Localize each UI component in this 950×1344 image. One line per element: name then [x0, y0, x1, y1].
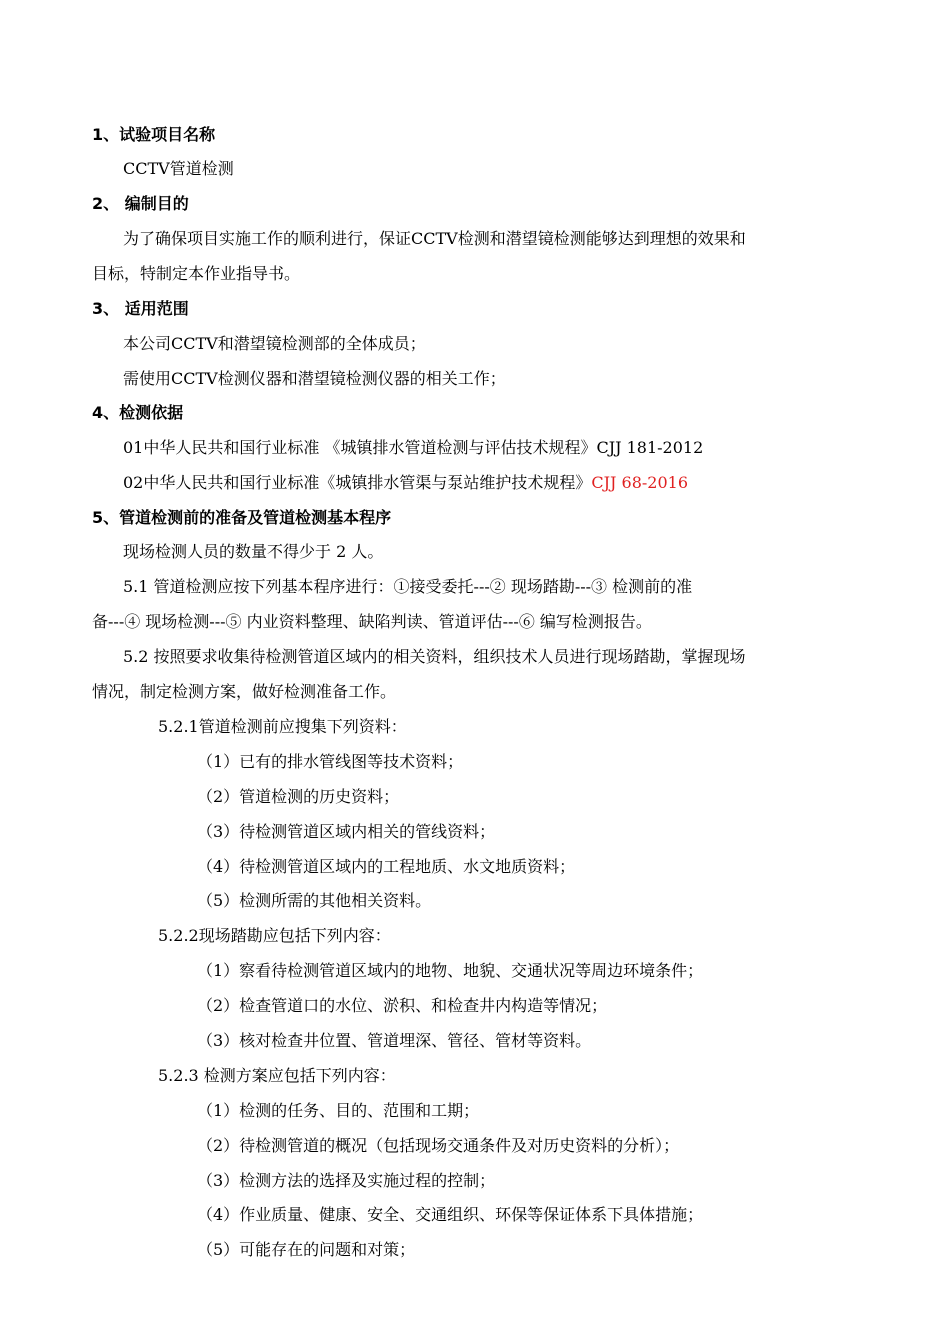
- subsection-5-2-3-title: 5.2.3 检测方案应包括下列内容：: [158, 1066, 396, 1085]
- section-5-2-line-2: 情况，制定检测方案，做好检测准备工作。: [92, 682, 397, 701]
- list-item: （2）管道检测的历史资料；: [197, 787, 400, 806]
- standard-2-code: CJJ 68-2016: [591, 473, 689, 492]
- section-2-body-line-1: 为了确保项目实施工作的顺利进行，保证CCTV检测和潜望镜检测能够达到理想的效果和: [123, 229, 746, 248]
- list-item: （3）待检测管道区域内相关的管线资料；: [197, 822, 496, 841]
- section-3-body-line-2: 需使用CCTV检测仪器和潜望镜检测仪器的相关工作；: [123, 369, 506, 388]
- section-5-1-line-1: 5.1 管道检测应按下列基本程序进行：①接受委托---② 现场踏勘---③ 检测前的准: [123, 577, 693, 596]
- standard-2-title: 02中华人民共和国行业标准《城镇排水管渠与泵站维护技术规程》: [123, 473, 592, 492]
- section-3-body-line-1: 本公司CCTV和潜望镜检测部的全体成员；: [123, 334, 426, 353]
- section-1-heading: 1、试验项目名称: [92, 125, 216, 144]
- section-4-standard-1: 01中华人民共和国行业标准 《城镇排水管道检测与评估技术规程》CJJ 181-2012: [123, 438, 704, 457]
- list-item: （1）已有的排水管线图等技术资料；: [197, 752, 464, 771]
- section-5-heading: 5、管道检测前的准备及管道检测基本程序: [92, 508, 392, 527]
- subsection-5-2-1-title: 5.2.1管道检测前应搜集下列资料：: [158, 717, 407, 736]
- section-3-heading: 3、 适用范围: [92, 299, 189, 318]
- list-item: （3）核对检查井位置、管道埋深、管径、管材等资料。: [197, 1031, 592, 1050]
- section-5-1-line-2: 备---④ 现场检测---⑤ 内业资料整理、缺陷判读、管道评估---⑥ 编写检测报告。: [92, 612, 652, 631]
- list-item: （5）检测所需的其他相关资料。: [197, 891, 432, 910]
- section-4-standard-2: [123, 472, 688, 494]
- list-item: （2）待检测管道的概况（包括现场交通条件及对历史资料的分析）；: [197, 1136, 680, 1155]
- list-item: （3）检测方法的选择及实施过程的控制；: [197, 1171, 496, 1190]
- section-2-heading: 2、 编制目的: [92, 194, 189, 213]
- list-item: （4）作业质量、健康、安全、交通组织、环保等保证体系下具体措施；: [197, 1205, 704, 1224]
- list-item: （1）察看待检测管道区域内的地物、地貌、交通状况等周边环境条件；: [197, 961, 704, 980]
- section-5-2-line-1: 5.2 按照要求收集待检测管道区域内的相关资料，组织技术人员进行现场踏勘，掌握现场: [123, 647, 746, 666]
- section-5-intro: 现场检测人员的数量不得少于 2 人。: [123, 542, 384, 561]
- section-4-heading: 4、检测依据: [92, 403, 184, 422]
- list-item: （2）检查管道口的水位、淤积、和检查井内构造等情况；: [197, 996, 608, 1015]
- subsection-5-2-2-title: 5.2.2现场踏勘应包括下列内容：: [158, 926, 391, 945]
- list-item: （5）可能存在的问题和对策；: [197, 1240, 416, 1259]
- list-item: （4）待检测管道区域内的工程地质、水文地质资料；: [197, 857, 576, 876]
- list-item: （1）检测的任务、目的、范围和工期；: [197, 1101, 480, 1120]
- section-2-body-line-2: 目标，特制定本作业指导书。: [92, 264, 301, 283]
- section-1-body: CCTV管道检测: [123, 159, 234, 178]
